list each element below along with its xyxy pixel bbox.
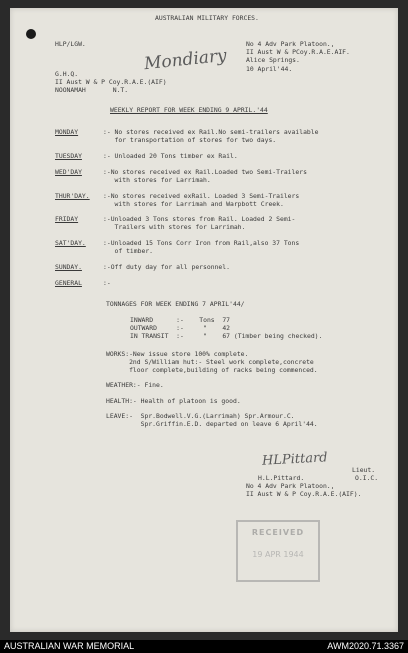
day-text: with stores for Larrimah. [103, 176, 211, 184]
day-text: :- Unloaded 20 Tons timber ex Rail. [103, 152, 238, 160]
unit-date: 10 April'44. [246, 65, 293, 73]
health-line: HEALTH:- Health of platoon is good. [106, 397, 241, 405]
signature-role: O.I.C. [355, 474, 379, 482]
footer-accession-number: AWM2020.71.3367 [327, 641, 404, 651]
footer-bar [0, 640, 408, 653]
day-text: :-Unloaded 3 Tons stores from Rail. Loaded 2 Semi- [103, 215, 296, 223]
signature-rank: Lieut. [352, 466, 376, 474]
day-label: TUESDAY [55, 152, 82, 160]
day-text: :- No stores received ex Rail.No semi-trailers available [103, 128, 319, 136]
day-text: :-No stores received exRail. Loaded 3 Semi-Trailers [103, 192, 300, 200]
addressee-line-2: II Aust W & P Coy.R.A.E.(AIF) [55, 78, 167, 86]
tonnages-title: TONNAGES FOR WEEK ENDING 7 APRIL'44/ [106, 300, 245, 308]
day-text: :- [103, 279, 111, 287]
works-line-3: floor complete,building of racks being commenced. [106, 366, 318, 374]
signature-unit-1: No 4 Adv Park Platoon., [246, 482, 335, 490]
footer-institution: AUSTRALIAN WAR MEMORIAL [4, 641, 135, 651]
handwritten-note: Mondiary [143, 45, 228, 75]
addressee-line-1: G.H.Q. [55, 70, 79, 78]
signature-unit-2: II Aust W & P Coy.R.A.E.(AIF). [246, 490, 362, 498]
unit-line-1: No 4 Adv Park Platoon., [246, 40, 335, 48]
stamp-label: RECEIVED [251, 528, 305, 537]
day-label: MONDAY [55, 128, 79, 136]
punch-hole-icon [26, 29, 36, 39]
day-text: :-Off duty day for all personnel. [103, 263, 230, 271]
org-header: AUSTRALIAN MILITARY FORCES. [155, 14, 259, 22]
day-label: SUNDAY. [55, 263, 82, 271]
day-label: WED'DAY [55, 168, 82, 176]
day-label: THUR'DAY. [55, 192, 90, 200]
addressee-line-3: NOONAMAH N.T. [55, 86, 129, 94]
tonnage-outward: OUTWARD :- " 42 [130, 324, 231, 332]
day-text: of timber. [103, 247, 154, 255]
works-line-1: WORKS:-New issue store 100% complete. [106, 350, 249, 358]
day-label: FRIDAY [55, 215, 79, 223]
stamp-date: 19 APR 1944 [252, 550, 304, 559]
unit-line-2: II Aust W & PCoy.R.A.E.AIF. [246, 48, 350, 56]
day-text: with stores for Larrimah and Warpbott Creek. [103, 200, 284, 208]
ref-code: HLP/LGW. [55, 40, 86, 48]
signature-name: H.L.Pittard. [258, 474, 305, 482]
day-text: :-No stores received ex Rail.Loaded two Semi-Trailers [103, 168, 307, 176]
report-title: WEEKLY REPORT FOR WEEK ENDING 9 APRIL.'44 [110, 106, 268, 114]
leave-line-2: Spr.Griffin.E.D. departed on leave 6 April'44. [106, 420, 318, 428]
day-text: :-Unloaded 15 Tons Corr Iron from Rail,also 37 Tons [103, 239, 300, 247]
day-label: SAT'DAY. [55, 239, 86, 247]
tonnage-inward: INWARD :- Tons 77 [130, 316, 231, 324]
works-line-2: 2nd S/William hut:- Steel work complete,concrete [106, 358, 314, 366]
day-text: for transportation of stores for two days. [103, 136, 277, 144]
day-text: Trailers with stores for Larrimah. [103, 223, 246, 231]
received-stamp [236, 520, 320, 582]
weather-line: WEATHER:- Fine. [106, 381, 164, 389]
tonnage-transit: IN TRANSIT :- " 67 (Timber being checked). [130, 332, 323, 340]
signature: HLPittard [261, 450, 328, 469]
unit-line-3: Alice Springs. [246, 56, 300, 64]
day-label: GENERAL [55, 279, 82, 287]
leave-line-1: LEAVE:- Spr.Bodwell.V.G.(Larrimah) Spr.Armour.C. [106, 412, 295, 420]
